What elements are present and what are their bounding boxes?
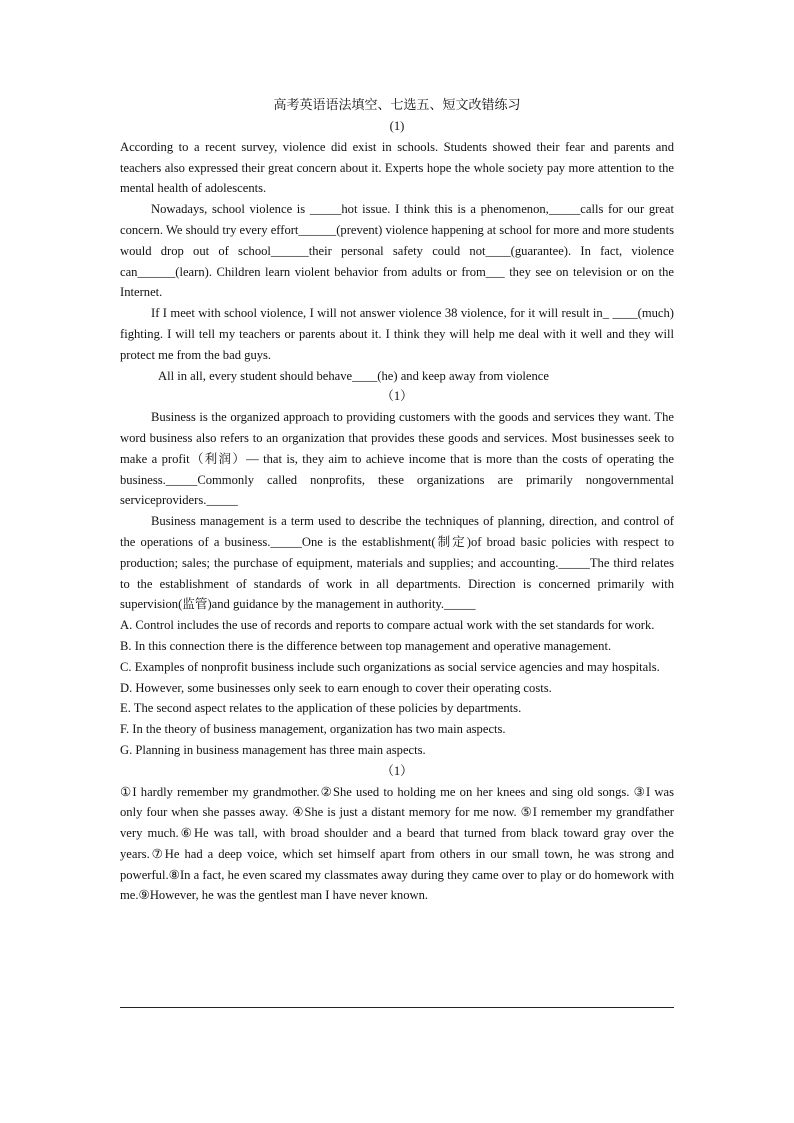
document-page (120, 96, 674, 906)
section2-paragraph-1: Business is the organized approach to providing customers with the goods and services they want. The word business also refers to an organization that provides these goods and services. Most businesses seek to make a profit（利润）— that is, they aim to achieve income that is more than the costs of operating the business._____Commonly called nonprofits, these organizations are primarily nongovernmental serviceproviders._____ (120, 410, 674, 508)
option-g: G. Planning in business management has three main aspects. (120, 742, 426, 757)
section1-number: (1) (389, 119, 405, 133)
section1-paragraph-2: Nowadays, school violence is _____hot issue. I think this is a phenomenon,_____calls for our great concern. We should try every effort______(prevent) violence happening at school for more and more students would drop out of school______their personal safety could not____(guarantee). In fact, violence can______(learn). Children learn violent behavior from adults or from___ they see on television or on the Internet. (120, 202, 674, 300)
section2-number: （1） (381, 389, 413, 404)
section1-paragraph-4: All in all, every student should behave____(he) and keep away from violence (158, 368, 549, 383)
section3-number: （1） (381, 763, 413, 778)
option-f: F. In the theory of business management, organization has two main aspects. (120, 722, 506, 737)
footer-rule (120, 1007, 674, 1008)
option-d: D. However, some businesses only seek to earn enough to cover their operating costs. (120, 680, 552, 695)
option-a: A. Control includes the use of records and reports to compare actual work with the set standards for work. (120, 618, 655, 633)
section2-paragraph-2: Business management is a term used to describe the techniques of planning, direction, and control of the operations of a business._____One is the establishment(制定)of broad basic policies with respect to production; sales; the purchase of equipment, materials and supplies; and accounting._____The third relates to the establishment of standards of work in all departments. Direction is concerned primarily with supervision(监管)and guidance by the management in authority._____ (120, 514, 674, 612)
section3-paragraph: ①I hardly remember my grandmother.②She used to holding me on her knees and sing old songs. ③I was only four when she passes away. ④She is just a distant memory for me now. ⑤I remember my grandfather very much.⑥He was tall, with broad shoulder and a beard that turned from black toward gray over the years.⑦He had a deep voice, which set himself apart from others in our small town, he was strong and powerful.⑧In a fact, he even scared my classmates away during they came over to play or do homework with me.⑨However, he was the gentlest man I have never known. (120, 784, 674, 903)
option-e: E. The second aspect relates to the application of these policies by departments. (120, 701, 522, 716)
page-title: 高考英语语法填空、七选五、短文改错练习 (273, 98, 521, 113)
section1-paragraph-3: If I meet with school violence, I will not answer violence 38 violence, for it will result in_ ____(much) fighting. I will tell my teachers or parents about it. I think they will help me deal with it well and they will protect me from the bad guys. (120, 306, 674, 362)
section1-paragraph-1: According to a recent survey, violence did exist in schools. Students showed their fear and parents and teachers also expressed their great concern about it. Experts hope the whole society pay more attention to the mental health of adolescents. (120, 139, 674, 196)
option-b: B. In this connection there is the difference between top management and operative management. (120, 638, 612, 653)
option-c: C. Examples of nonprofit business include such organizations as social service agencies and may hospitals. (120, 659, 660, 674)
